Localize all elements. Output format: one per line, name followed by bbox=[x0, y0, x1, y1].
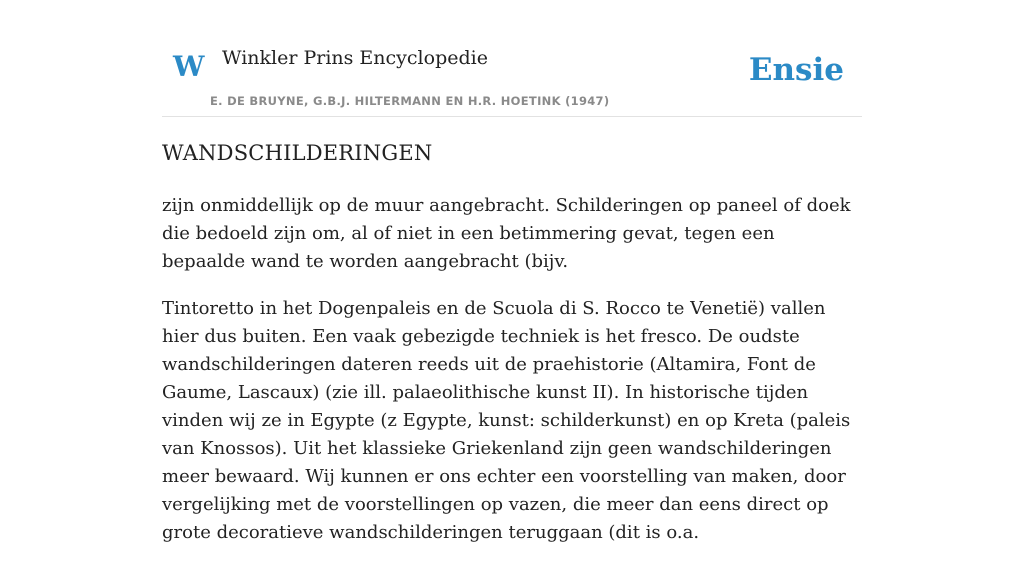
article-paragraph-2: Tintoretto in het Dogenpaleis en de Scuola di S. Rocco te Venetië) vallen hier dus buiten. Een vaak gebezigde techniek is het fresco. De oudste wandschilderingen dateren reeds uit de praehistorie (Altamira, Font de Gaume, Lascaux) (zie ill. palaeolithische kunst II). In historische tijden vinden wij ze in Egypte (z Egypte, kunst: schilderkunst) en op Kreta (paleis van Knossos). Uit het klassieke Griekenland zijn geen wandschilderingen meer bewaard. Wij kunnen er ons echter een voorstelling van maken, door vergelijking met de voorstellingen op vazen, die meer dan eens direct op grote decoratieve wandschilderingen teruggaan (dit is o.a. bbox=[162, 298, 851, 543]
publication-authors: E. DE BRUYNE, G.B.J. HILTERMANN EN H.R. HOETINK (1947) bbox=[210, 94, 610, 108]
article-paragraph-1: zijn onmiddellijk op de muur aangebracht. Schilderingen op paneel of doek die bedoeld zijn om, al of niet in een betimmering gevat, tegen een bepaalde wand te worden aangebracht (bijv. bbox=[162, 195, 851, 272]
publication-title[interactable]: Winkler Prins Encyclopedie bbox=[222, 47, 488, 69]
article-title: WANDSCHILDERINGEN bbox=[162, 141, 433, 165]
article-body bbox=[162, 192, 862, 566]
ensie-logo[interactable]: Ensie bbox=[748, 52, 844, 88]
winkler-prins-logo[interactable]: W bbox=[173, 50, 205, 83]
site-header bbox=[162, 40, 862, 117]
